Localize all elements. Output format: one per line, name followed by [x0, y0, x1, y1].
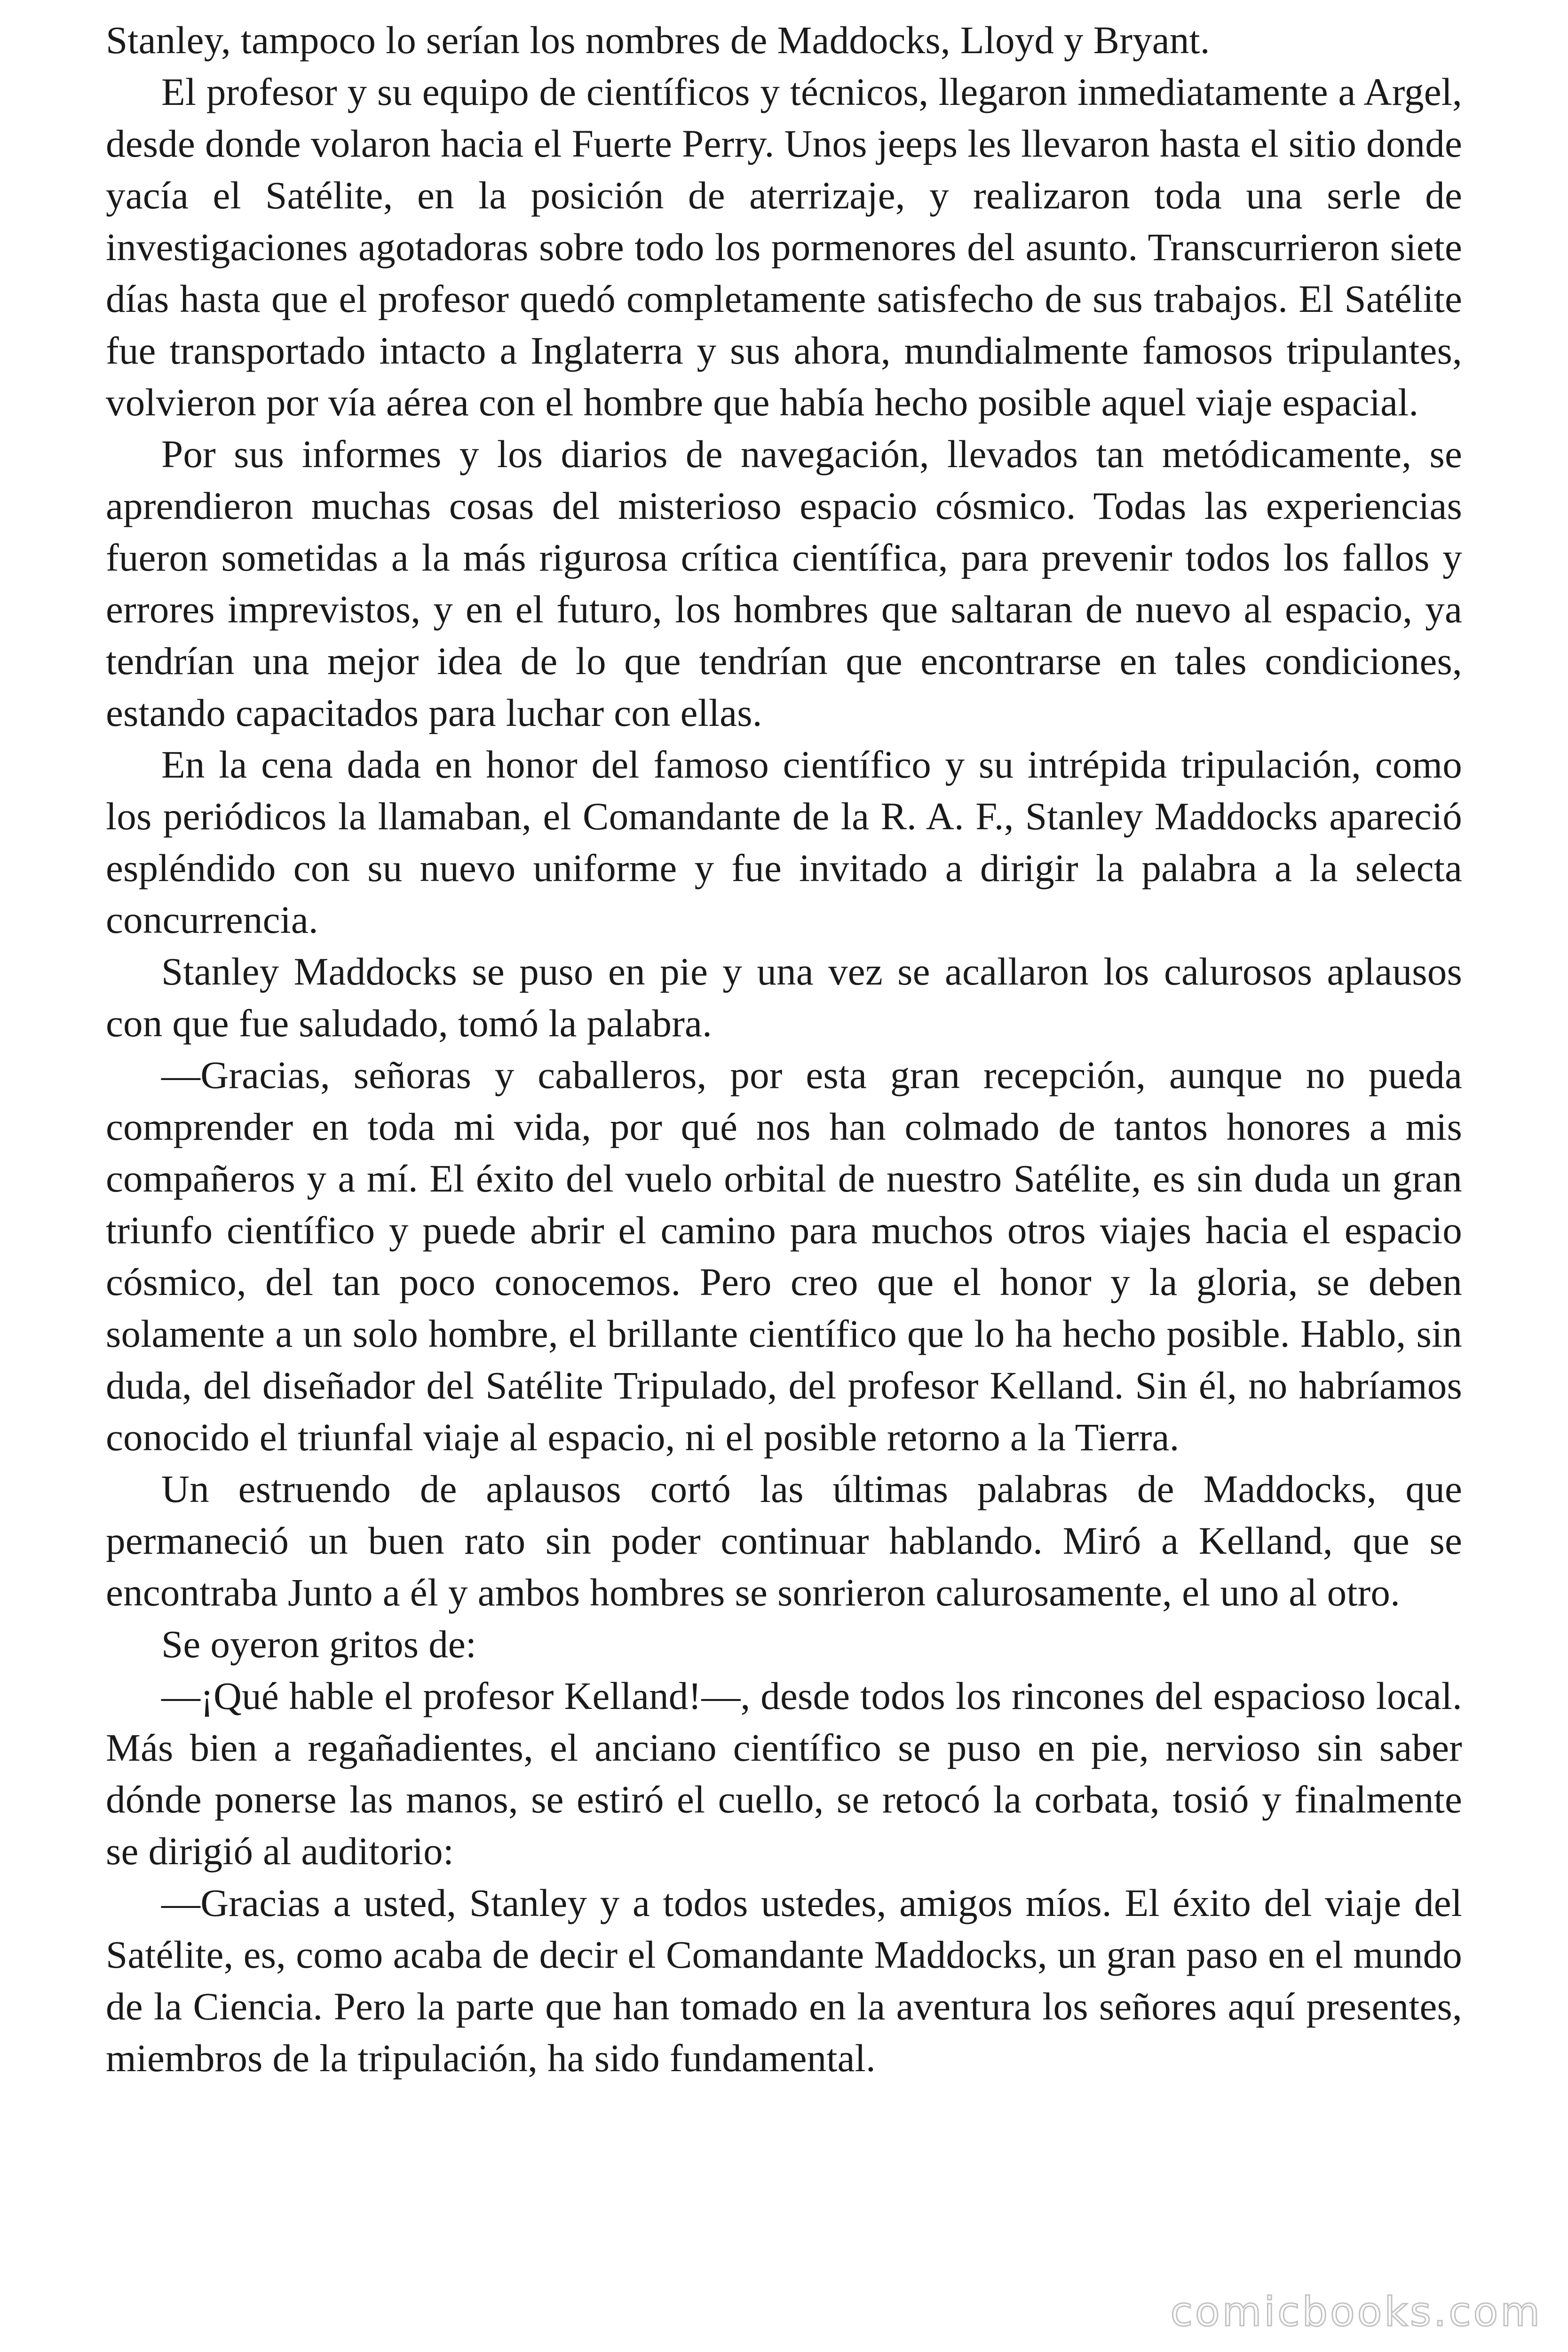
paragraph: En la cena dada en honor del famoso científico y su intrépida tripulación, como los periódicos la llamaban, el Comandante de la R. A. F., Stanley Maddocks apareció espléndido con su nuevo uniforme y fue invitado a dirigir la palabra a la selecta concurrencia.: [106, 743, 1462, 941]
paragraph: El profesor y su equipo de científicos y técnicos, llegaron inmediatamente a Argel, desde donde volaron hacia el Fuerte Perry. Unos jeeps les llevaron hasta el sitio donde yacía el Satélite, en la posición de aterrizaje, y realizaron toda una serle de investigaciones agotadoras sobre todo los pormenores del asunto. Transcurrieron siete días hasta que el profesor quedó completamente satisfecho de sus trabajos. El Satélite fue transportado intacto a Inglaterra y sus ahora, mundialmente famosos tripulantes, volvieron por vía aérea con el hombre que había hecho posible aquel viaje espacial.: [106, 70, 1462, 424]
paragraph: —Gracias a usted, Stanley y a todos ustedes, amigos míos. El éxito del viaje del Satélite, es, como acaba de decir el Comandante Maddocks, un gran paso en el mundo de la Ciencia. Pero la parte que han tomado en la aventura los señores aquí presentes, miembros de la tripulación, ha sido fundamental.: [106, 1881, 1462, 2080]
watermark: comicbooks.com: [1170, 2288, 1542, 2336]
paragraph: Stanley Maddocks se puso en pie y una vez se acallaron los calurosos aplausos con que fue saludado, tomó la palabra.: [106, 950, 1462, 1045]
paragraph: Un estruendo de aplausos cortó las últimas palabras de Maddocks, que permaneció un buen rato sin poder continuar hablando. Miró a Kelland, que se encontraba Junto a él y ambos hombres se sonrieron calurosamente, el uno al otro.: [106, 1467, 1462, 1614]
paragraph: Se oyeron gritos de:: [161, 1622, 477, 1666]
paragraph: Por sus informes y los diarios de navegación, llevados tan metódicamente, se aprendieron muchas cosas del misterioso espacio cósmico. Todas las experiencias fueron sometidas a la más rigurosa crítica científica, para prevenir todos los fallos y errores imprevistos, y en el futuro, los hombres que saltaran de nuevo al espacio, ya tendrían una mejor idea de lo que tendrían que encontrarse en tales condiciones, estando capacitados para luchar con ellas.: [106, 432, 1462, 734]
paragraph: Stanley, tampoco lo serían los nombres de Maddocks, Lloyd y Bryant.: [106, 18, 1210, 62]
body-text: [106, 14, 1462, 2084]
paragraph: —¡Qué hable el profesor Kelland!—, desde todos los rincones del espacioso local. Más bien a regañadientes, el anciano científico se puso en pie, nervioso sin saber dónde ponerse las manos, se estiró el cuello, se retocó la corbata, tosió y finalmente se dirigió al auditorio:: [106, 1674, 1462, 1873]
paragraph: —Gracias, señoras y caballeros, por esta gran recepción, aunque no pueda comprender en toda mi vida, por qué nos han colmado de tantos honores a mis compañeros y a mí. El éxito del vuelo orbital de nuestro Satélite, es sin duda un gran triunfo científico y puede abrir el camino para muchos otros viajes hacia el espacio cósmico, del tan poco conocemos. Pero creo que el honor y la gloria, se deben solamente a un solo hombre, el brillante científico que lo ha hecho posible. Hablo, sin duda, del diseñador del Satélite Tripulado, del profesor Kelland. Sin él, no habríamos conocido el triunfal viaje al espacio, ni el posible retorno a la Tierra.: [106, 1053, 1462, 1459]
